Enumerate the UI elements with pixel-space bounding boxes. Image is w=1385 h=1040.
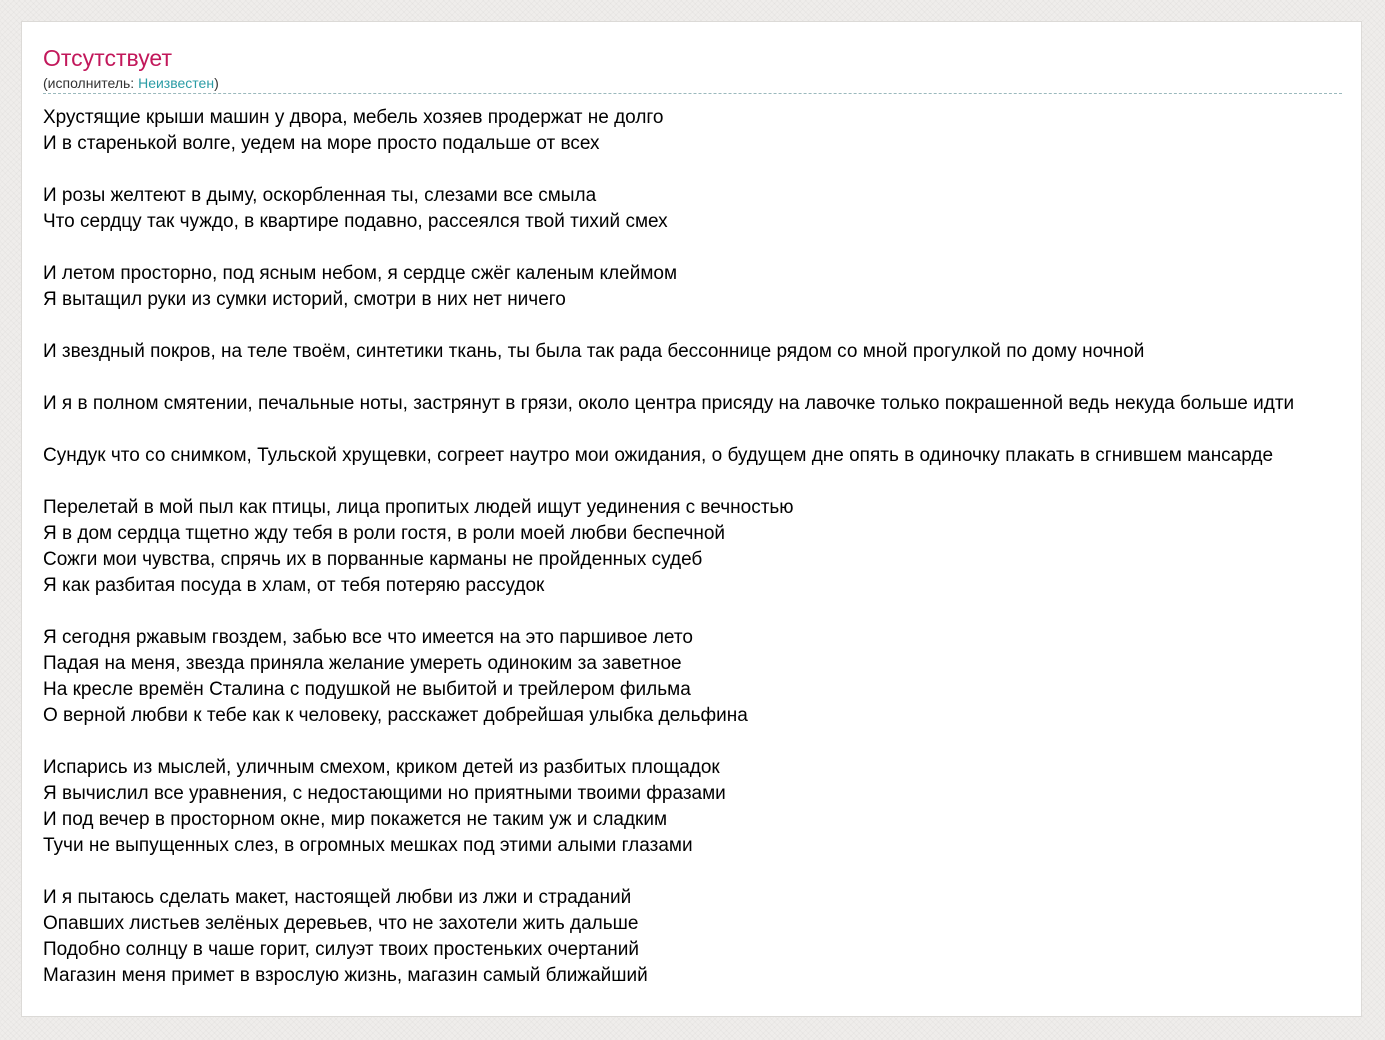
title-divider bbox=[43, 93, 1342, 94]
lyric-line: И в старенькой волге, уедем на море просто подальше от всех bbox=[43, 133, 600, 154]
lyric-line: Сундук что со снимком, Тульской хрущевки, согреет наутро мои ожидания, о будущем дне опять в одиночку плакать в сгнившем мансарде bbox=[43, 445, 1274, 466]
lyric-line: И розы желтеют в дыму, оскорбленная ты, слезами все смыла bbox=[43, 185, 597, 206]
lyric-line: И звездный покров, на теле твоём, синтетики ткань, ты была так рада бессоннице рядом со мной прогулкой по дому ночной bbox=[43, 341, 1145, 362]
lyric-line: Я в дом сердца тщетно жду тебя в роли гостя, в роли моей любви беспечной bbox=[43, 523, 726, 544]
artist-suffix: ) bbox=[214, 75, 219, 91]
lyric-line: И я в полном смятении, печальные ноты, застрянут в грязи, около центра присяду на лавочке только покрашенной ведь некуда больше идти bbox=[43, 393, 1295, 414]
lyric-line: О верной любви к тебе как к человеку, расскажет добрейшая улыбка дельфина bbox=[43, 705, 748, 726]
lyric-line: Я как разбитая посуда в хлам, от тебя потеряю рассудок bbox=[43, 575, 545, 596]
song-title: Отсутствует bbox=[43, 45, 172, 71]
lyric-line: Тучи не выпущенных слез, в огромных мешках под этими алыми глазами bbox=[43, 835, 693, 856]
lyrics-stanza bbox=[43, 443, 1294, 469]
lyric-line: Я вычислил все уравнения, с недостающими но приятными твоими фразами bbox=[43, 783, 726, 804]
lyric-line: Сожги мои чувства, спрячь их в порванные карманы не пройденных судеб bbox=[43, 549, 703, 570]
lyric-line: И под вечер в просторном окне, мир покажется не таким уж и сладким bbox=[43, 809, 668, 830]
lyric-line: И я пытаюсь сделать макет, настоящей любви из лжи и страданий bbox=[43, 887, 632, 908]
lyric-line: Я сегодня ржавым гвоздем, забью все что имеется на это паршивое лето bbox=[43, 627, 693, 648]
lyric-line: Хрустящие крыши машин у двора, мебель хозяев продержат не долго bbox=[43, 107, 664, 128]
lyric-line: На кресле времён Сталина с подушкой не выбитой и трейлером фильма bbox=[43, 679, 691, 700]
lyric-line: Что сердцу так чуждо, в квартире подавно, рассеялся твой тихий смех bbox=[43, 211, 668, 232]
artist-prefix: (исполнитель: bbox=[43, 75, 139, 91]
lyrics-stanza bbox=[43, 391, 1294, 417]
lyrics-stanza bbox=[43, 339, 1294, 365]
artist-line bbox=[43, 74, 219, 92]
lyric-line: Опавших листьев зелёных деревьев, что не захотели жить дальше bbox=[43, 913, 639, 934]
lyric-line: Я вытащил руки из сумки историй, смотри в них нет ничего bbox=[43, 289, 566, 310]
lyrics-text bbox=[43, 105, 1294, 1015]
artist-link[interactable]: Неизвестен bbox=[138, 75, 215, 91]
lyrics-stanza bbox=[43, 495, 1294, 599]
lyric-line: Падая на меня, звезда приняла желание умереть одиноким за заветное bbox=[43, 653, 682, 674]
lyrics-stanza bbox=[43, 183, 1294, 235]
lyrics-panel bbox=[21, 21, 1362, 1017]
lyrics-stanza bbox=[43, 625, 1294, 729]
lyrics-stanza bbox=[43, 261, 1294, 313]
lyric-line: Магазин меня примет в взрослую жизнь, магазин самый ближайший bbox=[43, 965, 648, 986]
lyric-line: Испарись из мыслей, уличным смехом, криком детей из разбитых площадок bbox=[43, 757, 720, 778]
lyrics-stanza bbox=[43, 885, 1294, 989]
lyric-line: Подобно солнцу в чаше горит, силуэт твоих простеньких очертаний bbox=[43, 939, 640, 960]
lyric-line: Перелетай в мой пыл как птицы, лица пропитых людей ищут уединения с вечностью bbox=[43, 497, 794, 518]
lyrics-stanza bbox=[43, 755, 1294, 859]
lyric-line: И летом просторно, под ясным небом, я сердце сжёг каленым клеймом bbox=[43, 263, 678, 284]
lyrics-stanza bbox=[43, 105, 1294, 157]
